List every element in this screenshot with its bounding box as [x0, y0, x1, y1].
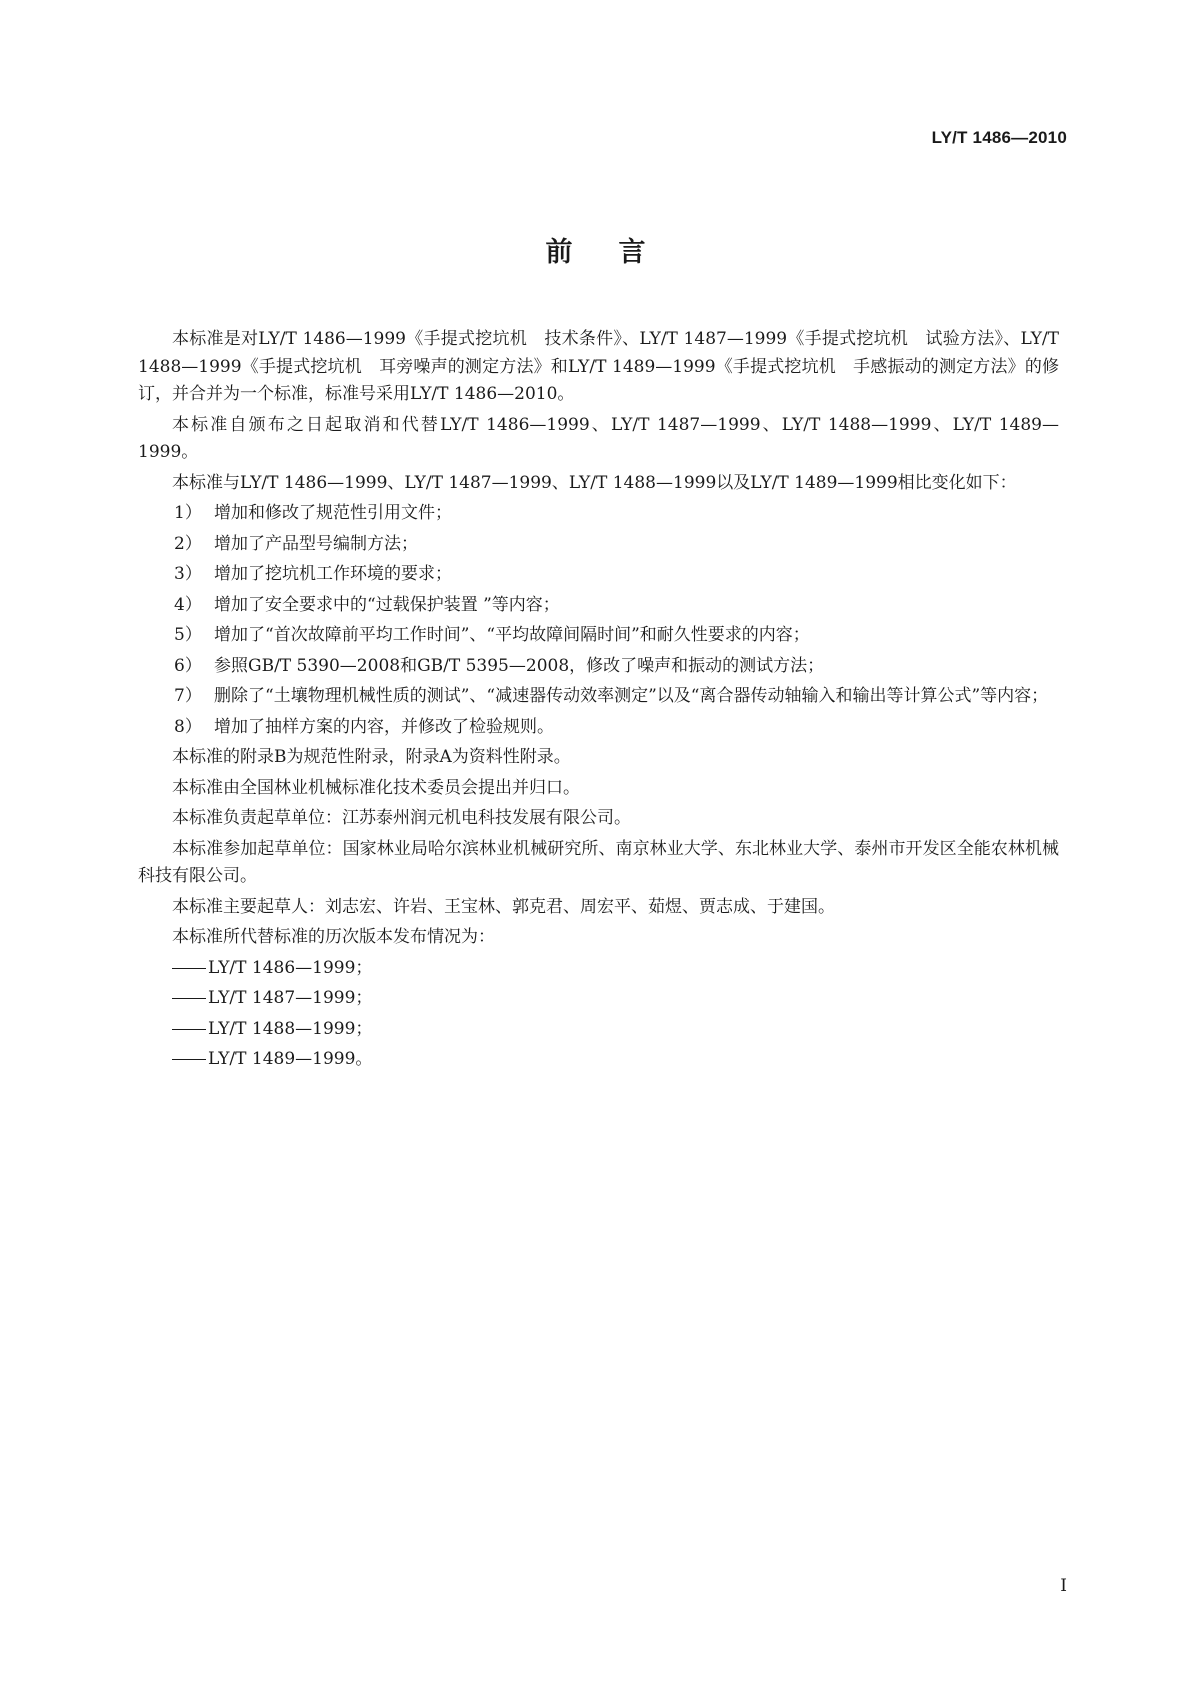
change-list-item [138, 531, 1059, 559]
em-dash-rule [172, 1029, 206, 1030]
intro-paragraph: 本标准自颁布之日起取消和代替LY/T 1486—1999、LY/T 1487—1999、LY/T 1488—1999、LY/T 1489—1999。 [138, 414, 1059, 462]
previous-version-text: LY/T 1488—1999； [208, 1018, 373, 1039]
previous-version-item [138, 985, 1059, 1013]
change-list-item [138, 683, 1059, 711]
standard-number: LY/T 1486—2010 [931, 128, 1067, 147]
change-item-text: 增加了安全要求中的“过载保护装置 ”等内容； [214, 594, 560, 615]
change-item-number: 2） [174, 533, 202, 554]
page-title: 前言 [545, 237, 692, 268]
em-dash-rule [172, 998, 206, 999]
change-item-number: 6） [174, 655, 202, 676]
change-item-number: 1） [174, 503, 202, 523]
previous-version-text: LY/T 1487—1999； [208, 988, 373, 1008]
change-item-number: 3） [174, 564, 202, 584]
change-list-item [138, 500, 1059, 528]
foreword-paragraph: 本标准负责起草单位：江苏泰州润元机电科技发展有限公司。 [172, 808, 631, 828]
foreword-paragraph: 本标准由全国林业机械标准化技术委员会提出并归口。 [172, 777, 580, 798]
change-item-text: 增加了“首次故障前平均工作时间”、“平均故障间隔时间”和耐久性要求的内容； [214, 625, 810, 645]
change-item-number: 5） [174, 625, 202, 645]
change-list-item [138, 561, 1059, 589]
em-dash-rule [172, 968, 206, 969]
change-list-item [138, 714, 1059, 742]
intro-paragraph: 本标准与LY/T 1486—1999、LY/T 1487—1999、LY/T 1488—1999以及LY/T 1489—1999相比变化如下： [172, 472, 1017, 493]
previous-version-text: LY/T 1489—1999。 [208, 1049, 373, 1069]
change-list-item [138, 653, 1059, 681]
change-item-text: 增加和修改了规范性引用文件； [214, 503, 452, 523]
change-item-text: 增加了抽样方案的内容，并修改了检验规则。 [214, 716, 554, 737]
previous-version-text: LY/T 1486—1999； [208, 957, 373, 978]
previous-version-item [138, 1016, 1059, 1044]
change-item-number: 8） [174, 716, 202, 737]
foreword-paragraph: 本标准参加起草单位：国家林业局哈尔滨林业机械研究所、南京林业大学、东北林业大学、泰州市开发区全能农林机械科技有限公司。 [138, 838, 1059, 886]
em-dash-rule [172, 1059, 206, 1060]
change-list-item [138, 592, 1059, 620]
foreword-paragraph: 本标准主要起草人：刘志宏、许岩、王宝林、郭克君、周宏平、茹煜、贾志成、于建国。 [172, 896, 835, 917]
foreword-paragraph: 本标准所代替标准的历次版本发布情况为： [172, 927, 495, 947]
change-list-item [138, 622, 1059, 650]
change-item-text: 增加了产品型号编制方法； [214, 533, 418, 554]
foreword-paragraph: 本标准的附录B为规范性附录，附录A为资料性附录。 [172, 747, 571, 767]
change-item-text: 删除了“土壤物理机械性质的测试”、“减速器传动效率测定”以及“离合器传动轴输入和输出等计算公式”等内容； [214, 686, 1049, 706]
page-number: I [1060, 1576, 1067, 1596]
previous-version-item [138, 1046, 1059, 1074]
change-item-text: 增加了挖坑机工作环境的要求； [214, 564, 452, 584]
change-item-text: 参照GB/T 5390—2008和GB/T 5395—2008，修改了噪声和振动的测试方法； [214, 655, 825, 676]
intro-paragraph: 本标准是对LY/T 1486—1999《手提式挖坑机 技术条件》、LY/T 1487—1999《手提式挖坑机 试验方法》、LY/T 1488—1999《手提式挖坑机 耳旁噪声的测定方法》和LY/T 1489—1999《手提式挖坑机 手感振动的测定方法》的修订，并合并为一个标准，标准号采用LY/T 1486—2010。 [138, 329, 1059, 404]
change-item-number: 7） [174, 686, 202, 706]
previous-version-item [138, 955, 1059, 983]
foreword-body [138, 326, 1059, 1077]
change-item-number: 4） [174, 594, 202, 615]
